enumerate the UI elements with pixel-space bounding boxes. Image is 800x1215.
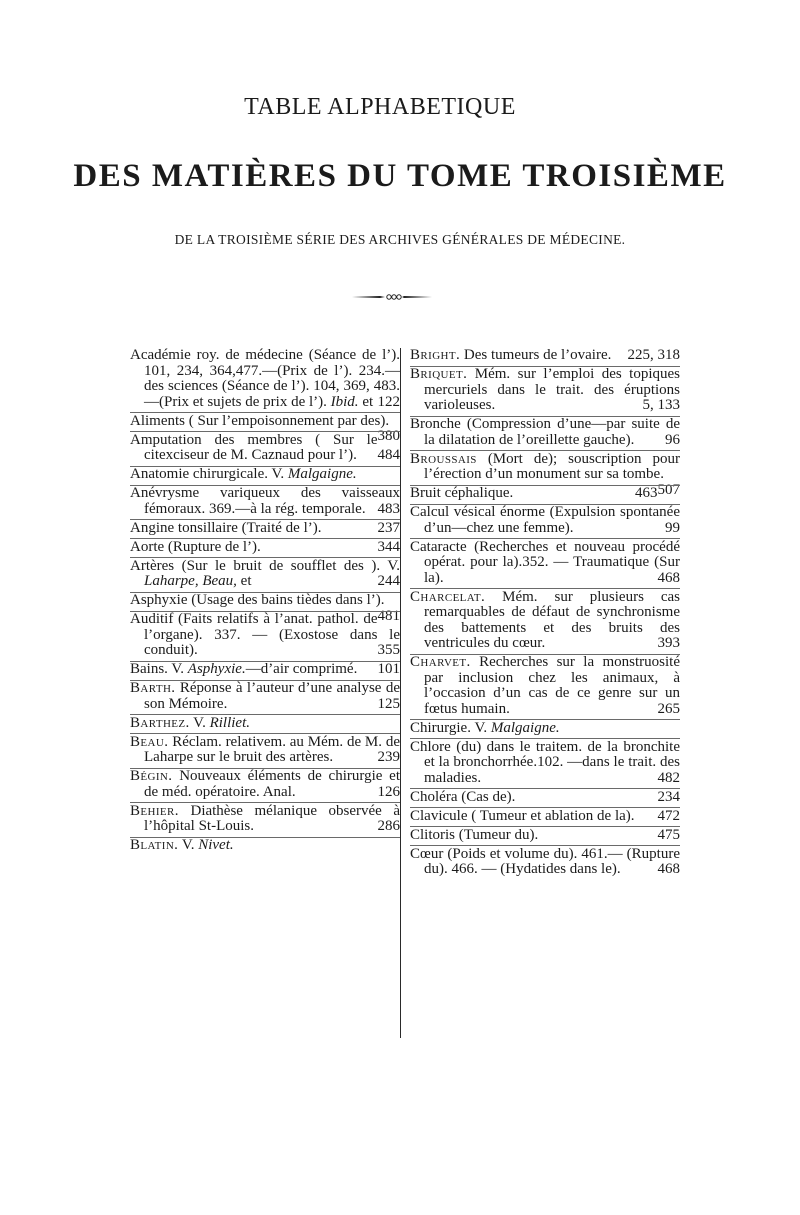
entry-text: Amputation des membres ( Sur le citexciseur de M. Caznaud pour l’). [130, 431, 378, 463]
page-number: 484 [377, 447, 400, 463]
page-number: 237 [377, 519, 400, 536]
author-name: Blatin. [130, 837, 179, 853]
entry-text: Réponse à l’auteur d’une analyse de son Mémoire. [144, 680, 401, 712]
page-number: 234 [657, 788, 680, 805]
page-number: 468 [657, 861, 680, 877]
entry-text: V. [193, 714, 206, 731]
page-number: 101 [377, 661, 400, 677]
page-number: 468 [657, 569, 680, 586]
entry-text: Académie roy. de médecine (Séance de l’). 101, 234, 364,477.—(Prix de l’). 234.— des sciences (Séance de l’). 104, 369, 483.—(Prix et sujets de prix de l’). [130, 347, 400, 410]
index-entry [130, 433, 400, 464]
page-number: 265 [657, 700, 680, 717]
page-number: 463 [635, 485, 658, 501]
page-number: 355 [377, 642, 400, 658]
entry-text: Des tumeurs de l’ovaire. [463, 347, 612, 363]
entry-ref: Ibid. [330, 393, 359, 410]
page-number: 99 [665, 519, 680, 536]
index-entry [130, 662, 400, 678]
page-number: 244 [377, 573, 400, 589]
title-line-1: TABLE ALPHABETIQUE [244, 94, 516, 120]
entry-ref: Nivet. [198, 837, 234, 853]
page-number: 472 [657, 807, 680, 824]
entry-text: Aorte (Rupture de l’). [130, 538, 261, 555]
entry-text: Mém. sur plusieurs cas remarquables de défaut de synchronisme des battements et des bruits des ventricules du cœur. [424, 588, 681, 651]
index-entry [410, 847, 680, 878]
entry-text: Mém. sur l’emploi des topiques mercuriels dans le trait. des éruptions varioleuses. [424, 366, 680, 413]
index-entry [410, 828, 680, 844]
index-entry [410, 655, 680, 717]
entry-text: —d’air comprimé. [245, 661, 358, 677]
index-entry [410, 740, 680, 787]
index-entry [410, 486, 680, 502]
author-name: Briquet. [410, 366, 468, 382]
title-line-2: DES MATIÈRES DU TOME TROISIÈME [73, 158, 727, 194]
author-name: Charvet. [410, 654, 471, 670]
index-entry [130, 467, 400, 483]
entry-text: Réclam. relativem. au Mém. de M. de Laharpe sur le bruit des artères. [144, 733, 400, 765]
page-number: 96 [665, 431, 680, 448]
entry-ref: Malgaigne. [287, 466, 357, 482]
index-entry [410, 417, 680, 448]
entry-text: Auditif (Faits relatifs à l’anat. pathol. de l’organe). 337. — (Exostose dans le conduit). [130, 611, 400, 658]
index-entry [130, 592, 400, 624]
index-entry [130, 716, 400, 732]
entry-text: Angine tonsillaire (Traité de l’). [130, 519, 322, 536]
entry-text: Recherches sur la monstruosité par inclusion chez les animaux, à l’occasion d’un cas de ce genre sur un fœtus humain. [424, 654, 681, 717]
entry-text: Calcul vésical énorme (Expulsion spontanée d’un—chez une femme). [410, 504, 680, 536]
entry-text: Choléra (Cas de). [410, 788, 516, 805]
entry-ref: Rilliet. [209, 714, 250, 731]
page-number: 239 [377, 749, 400, 765]
index-entry [410, 809, 680, 825]
index-entry [130, 521, 400, 537]
entry-ref: Malgaigne. [490, 719, 560, 736]
index-entry [410, 367, 680, 414]
page-number: 475 [657, 826, 680, 843]
entry-text: Cœur (Poids et volume du). 461.— (Rupture du). 466. — (Hydatides dans le). [410, 845, 680, 877]
entry-text: et [240, 573, 252, 589]
index-entry [410, 540, 680, 587]
author-name: Barth. [130, 680, 176, 696]
entry-text: Artères (Sur le bruit de soufflet des ). V. [130, 557, 400, 574]
page-number: 225, 318 [627, 347, 680, 363]
index-entry [410, 790, 680, 806]
entry-text: Asphyxie (Usage des bains tièdes dans l’). [130, 592, 385, 608]
page-number: 5, 133 [642, 397, 680, 413]
index-entry [130, 681, 400, 712]
index-entry [130, 838, 400, 854]
entry-ref: Asphyxie. [187, 661, 246, 677]
index-entry [130, 348, 400, 410]
index-entry [130, 769, 400, 800]
entry-text: V. [181, 837, 195, 853]
page-number: 380 [377, 428, 400, 444]
index-entry [410, 348, 680, 364]
page-number: 126 [377, 783, 400, 800]
page-number: 483 [377, 500, 400, 517]
index-entry [130, 412, 400, 444]
author-name: Bright. [410, 347, 461, 363]
index-entry [130, 804, 400, 835]
index-entry [410, 721, 680, 737]
entry-text: Anatomie chirurgicale. V. [130, 466, 285, 482]
page-number: 482 [657, 769, 680, 786]
author-name: Barthez. [130, 714, 190, 731]
index-entry [410, 590, 680, 652]
page-number: 344 [377, 538, 400, 555]
author-name: Beau. [130, 733, 169, 750]
page-number: 286 [377, 818, 400, 834]
author-name: Charcelat. [410, 588, 486, 605]
entry-text: Bronche (Compression d’une—par suite de la dilatation de l’oreillette gauche). [410, 416, 680, 448]
author-name: Behier. [130, 802, 179, 819]
entry-text: Diathèse mélanique observée à l’hôpital St-Louis. [144, 802, 401, 834]
entry-ref: Laharpe, [144, 573, 199, 589]
index-entry [130, 559, 400, 590]
entry-text: Nouveaux éléments de chirurgie et de méd. opératoire. Anal. [144, 768, 400, 800]
entry-text: Bains. V. [130, 661, 185, 677]
page-number: 125 [377, 695, 400, 712]
page-number: 507 [657, 481, 680, 498]
entry-text: Anévrysme variqueux des vaisseaux fémoraux. 369.—à la rég. temporale. [130, 485, 400, 517]
column-divider [400, 348, 401, 1038]
page-number: 393 [657, 635, 680, 651]
author-name: Broussais [410, 450, 477, 467]
entry-text: Clitoris (Tumeur du). [410, 826, 539, 843]
index-entry [130, 612, 400, 659]
page-number: 122 [377, 393, 400, 410]
entry-text: Chlore (du) dans le traitem. de la bronchite et la bronchorrhée.102. —dans le trait. des maladies. [410, 738, 680, 786]
entry-text: Bruit céphalique. [410, 485, 514, 501]
ornament-icon [352, 292, 432, 302]
entry-text: Chirurgie. V. [410, 719, 488, 736]
entry-text: Aliments ( Sur l’empoisonnement par des). [130, 412, 390, 429]
index-entry [130, 540, 400, 556]
entry-text: Clavicule ( Tumeur et ablation de la). [410, 807, 635, 824]
author-name: Bégin. [130, 768, 173, 784]
index-entry [410, 505, 680, 536]
index-entry [130, 735, 400, 766]
entry-text: (Mort de); souscription pour l’érection d’un monument sur sa tombe. [424, 450, 680, 482]
left-column [130, 348, 400, 857]
page-number: 481 [377, 607, 400, 624]
entry-text: et [362, 393, 374, 410]
right-column [410, 348, 680, 881]
entry-ref: Beau, [202, 573, 237, 589]
subtitle: DE LA TROISIÈME SÉRIE DES ARCHIVES GÉNÉRALES DE MÉDECINE. [174, 232, 626, 247]
entry-text: Cataracte (Recherches et nouveau procédé opérat. pour la).352. — Traumatique (Sur la). [410, 538, 680, 586]
index-entry [130, 486, 400, 517]
